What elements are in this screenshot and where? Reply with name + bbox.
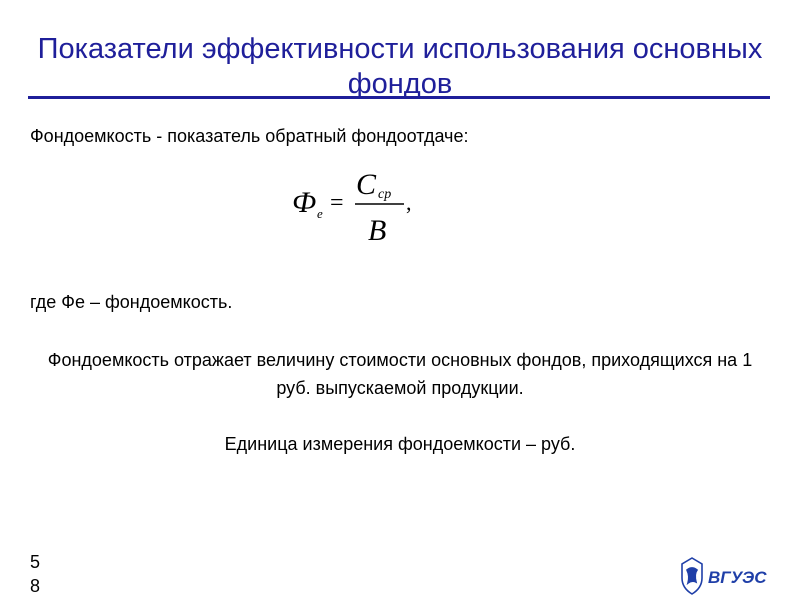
title-underline	[28, 96, 770, 99]
intro-text: Фондоемкость - показатель обратный фондоотдаче:	[30, 126, 469, 146]
formula	[290, 166, 430, 246]
explanation-text: Фондоемкость отражает величину стоимости основных фондов, приходящихся на 1 руб. выпускаемой продукции.	[47, 350, 753, 398]
formula-denominator: B	[368, 214, 387, 246]
formula-numerator-subscript: ср	[378, 187, 392, 202]
university-logo	[676, 556, 780, 596]
formula-numerator: C	[356, 168, 377, 201]
slide-number	[30, 550, 40, 598]
definition-text: где Фе – фондоемкость.	[30, 292, 233, 312]
slide-number-line2: 8	[30, 576, 41, 596]
slide-title: Показатели эффективности использования основных фондов	[37, 33, 763, 100]
formula-lhs-subscript: е	[317, 206, 323, 221]
logo-text: ВГУЭС	[708, 568, 767, 587]
formula-equals: =	[330, 190, 344, 216]
unit-note-text: Единица измерения фондоемкости – руб.	[224, 434, 576, 454]
formula-lhs: Ф	[292, 186, 317, 219]
formula-comma: ,	[406, 190, 412, 215]
slide-number-line1: 5	[30, 552, 41, 572]
logo-emblem-icon	[682, 558, 702, 594]
